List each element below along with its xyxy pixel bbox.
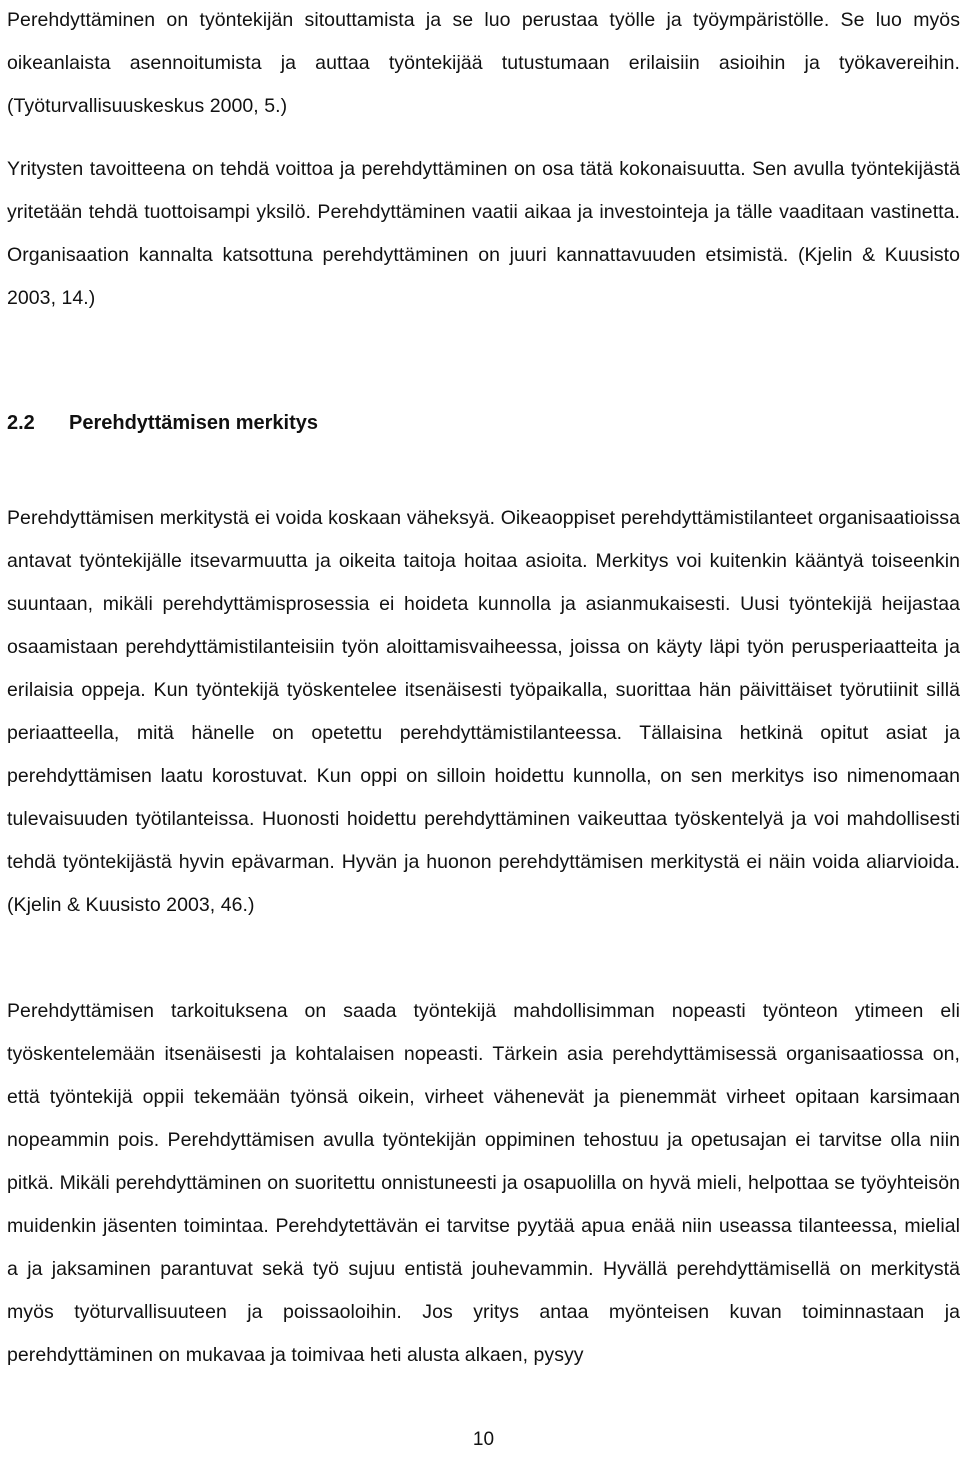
- paragraph-intro: Perehdyttäminen on työntekijän sitouttamista ja se luo perustaa työlle ja työympäristölle. Se luo myös oikeanlaista asennoitumista ja auttaa työntekijää tutustumaan erilaisiin asioihin ja työkavereihin. (Työturvallisuuskeskus 2000, 5.): [7, 9, 960, 117]
- section-number: 2.2: [7, 412, 35, 434]
- paragraph-purpose: Perehdyttämisen tarkoituksena on saada työntekijä mahdollisimman nopeasti työnteon ytimeen eli työskentelemään itsenäisesti ja kohtalaisen nopeasti. Tärkein asia perehdyttämisessä organisaatiossa on, että työntekijä oppii tekemään työnsä oikein, virheet vähenevät ja pienemmät virheet opitaan karsimaan nopeammin pois. Perehdyttämisen avulla työntekijän oppiminen tehostuu ja opetusajan ei tarvitse olla niin pitkä. Mikäli perehdyttäminen on suoritettu onnistuneesti ja osapuolilla on hyvä mieli, helpottaa se työyhteisön muidenkin jäsenten toimintaa. Perehdytettävän ei tarvitse pyytää apua enää niin useassa tilanteessa, mielial a ja jaksaminen parantuvat sekä työ sujuu entistä jouhevammin. Hyvällä perehdyttämisellä on merkitystä myös työturvallisuuteen ja poissaoloihin. Jos yritys antaa myönteisen kuvan toiminnastaan ja perehdyttäminen on mukavaa ja toimivaa heti alusta alkaen, pysyy: [7, 1000, 960, 1366]
- section-title: Perehdyttämisen merkitys: [69, 412, 319, 434]
- page-number: 10: [472, 1429, 495, 1450]
- paragraph-significance: Perehdyttämisen merkitystä ei voida koskaan väheksyä. Oikeaoppiset perehdyttämistilanteet organisaatioissa antavat työntekijälle itsevarmuutta ja oikeita taitoja hoitaa asioita. Merkitys voi kuitenkin kääntyä toiseenkin suuntaan, mikäli perehdyttämisprosessia ei hoideta kunnolla ja asianmukaisesti. Uusi työntekijä heijastaa osaamistaan perehdyttämistilanteisiin työn aloittamisvaiheessa, joissa on käyty läpi työn perusperiaatteita ja erilaisia oppeja. Kun työntekijä työskentelee itsenäisesti työpaikalla, suorittaa hän päivittäiset työrutiinit sillä periaatteella, mitä hänelle on opetettu perehdyttämistilanteessa. Tällaisina hetkinä opitut asiat ja perehdyttämisen laatu korostuvat. Kun oppi on silloin hoidettu kunnolla, on sen merkitys iso nimenomaan tulevaisuuden työtilanteissa. Huonosti hoidettu perehdyttäminen vaikeuttaa työskentelyä ja voi mahdollisesti tehdä työntekijästä hyvin epävarman. Hyvän ja huonon perehdyttämisen merkitystä ei näin voida aliarvioida. (Kjelin & Kuusisto 2003, 46.): [7, 507, 960, 916]
- section-heading: [7, 403, 960, 443]
- paragraph-company-goals: Yritysten tavoitteena on tehdä voittoa ja perehdyttäminen on osa tätä kokonaisuutta. Sen avulla työntekijästä yritetään tehdä tuottoisampi yksilö. Perehdyttäminen vaatii aikaa ja investointeja ja tälle vaaditaan vastinetta. Organisaation kannalta katsottuna perehdyttäminen on juuri kannattavuuden etsimistä. (Kjelin & Kuusisto 2003, 14.): [7, 158, 960, 309]
